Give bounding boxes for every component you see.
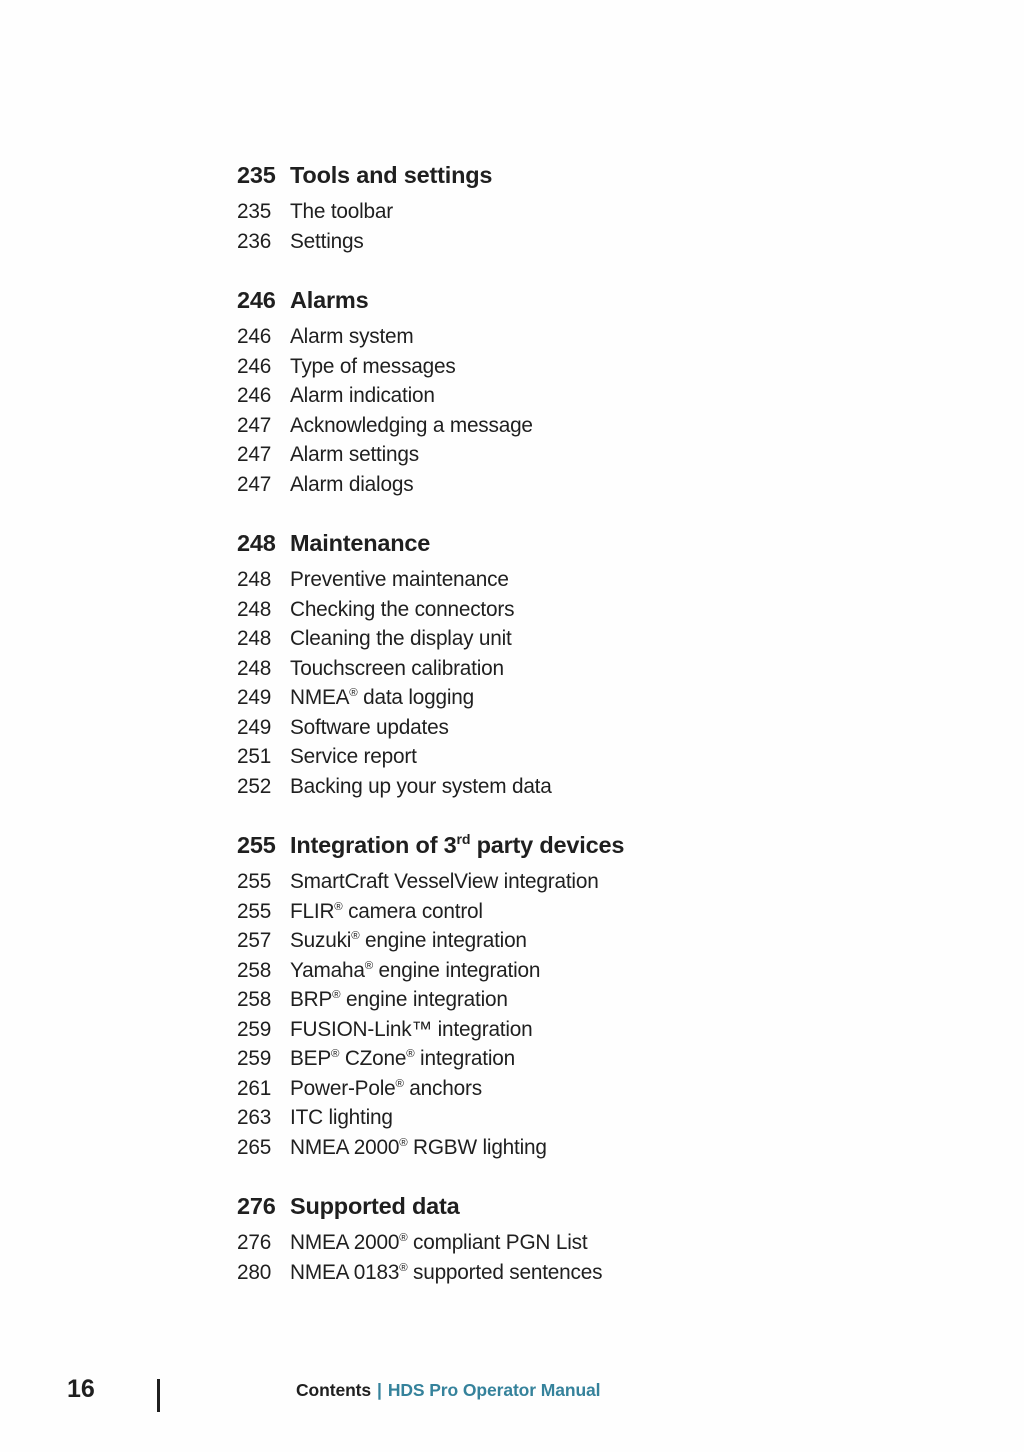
page-footer [296,1380,600,1401]
toc-entry [237,440,997,470]
toc-entry-title: Settings [290,229,364,253]
toc-entry-page: 255 [237,899,272,923]
toc-entry-title: Power-Pole® anchors [290,1076,482,1100]
toc-entry-page: 246 [237,325,272,348]
toc-entry-page: 236 [237,229,272,253]
toc-entry-title: BEP® CZone® integration [290,1047,515,1070]
toc-entry-page: 246 [237,384,272,407]
toc-section-page: 248 [237,530,276,556]
toc-entry [237,1074,997,1104]
toc-entry-page: 257 [237,929,272,952]
toc-entry [237,624,997,654]
toc-entry-title: Preventive maintenance [290,568,509,591]
footer-separator: | [377,1380,382,1400]
toc-section-title: Tools and settings [290,162,493,188]
toc-entry-page: 265 [237,1135,272,1159]
toc-entry-page: 247 [237,413,272,437]
toc-entry-title: Yamaha® engine integration [290,958,541,982]
toc-entry-page: 248 [237,656,272,680]
toc-entry-page: 255 [237,870,272,893]
toc-section-heading [237,528,997,558]
toc-entry-title: Alarm indication [290,384,435,407]
toc-entry [237,772,997,802]
toc-entry-page: 247 [237,472,272,496]
toc-section-title: Integration of 3rd party devices [290,831,625,858]
toc-entry [237,713,997,743]
toc-section-page: 255 [237,832,276,858]
toc-entry-title: Backing up your system data [290,774,552,798]
toc-entry-title: Cleaning the display unit [290,627,512,650]
toc-entry-page: 280 [237,1260,272,1284]
footer-divider [157,1379,160,1412]
toc-entry-title: ITC lighting [290,1106,393,1129]
toc-entry-title: SmartCraft VesselView integration [290,870,599,893]
toc-entry-title: NMEA 2000® RGBW lighting [290,1135,547,1159]
toc-entry-title: FUSION-Link™ integration [290,1017,533,1041]
toc-entry-title: FLIR® camera control [290,899,483,923]
toc-entry-page: 251 [237,745,272,768]
toc-entry-title: Software updates [290,715,449,739]
toc-section-heading [237,1191,997,1221]
toc-section-title: Alarms [290,287,369,313]
toc-entry-title: NMEA® data logging [290,686,475,709]
toc-entry-title: Type of messages [290,354,456,378]
toc-section-heading [237,285,997,315]
toc-entry-page: 261 [237,1076,272,1100]
toc-entry-title: NMEA 0183® supported sentences [290,1260,603,1284]
toc-section-integration [237,830,997,1162]
toc-section-page: 246 [237,287,276,313]
toc-entry [237,654,997,684]
toc-section-title: Maintenance [290,530,431,556]
toc-entry-page: 235 [237,200,272,223]
toc-entry-page: 248 [237,627,272,650]
toc-entry-page: 259 [237,1017,272,1041]
toc-entry [237,1044,997,1074]
toc-entry [237,595,997,625]
toc-entry-title: Alarm system [290,325,414,348]
toc-entry-title: Alarm settings [290,443,419,466]
toc-entry-title: The toolbar [290,200,394,223]
toc-entry [237,197,997,227]
toc-entry-page: 248 [237,597,272,621]
toc-entry-page: 258 [237,988,272,1011]
toc-entry [237,926,997,956]
toc-section-heading [237,160,997,190]
table-of-contents [237,160,997,1316]
toc-entry-title: Acknowledging a message [290,413,533,437]
footer-section-label: Contents [296,1380,372,1400]
toc-entry [237,227,997,257]
toc-entry [237,683,997,713]
toc-entry-title: Touchscreen calibration [290,656,504,680]
toc-entry [237,1133,997,1163]
toc-entry-title: Suzuki® engine integration [290,929,527,952]
toc-entry-page: 247 [237,443,272,466]
toc-section-alarms [237,285,997,499]
toc-entry [237,1258,997,1288]
toc-entry-page: 249 [237,686,272,709]
toc-entry [237,1015,997,1045]
toc-section-maintenance [237,528,997,801]
toc-entry [237,411,997,441]
toc-section-heading [237,830,997,860]
toc-section-title: Supported data [290,1193,460,1219]
toc-entry [237,1103,997,1133]
toc-section-page: 276 [237,1193,276,1219]
toc-section-supported-data [237,1191,997,1287]
toc-section-tools-and-settings [237,160,997,256]
toc-entry-page: 276 [237,1231,272,1254]
toc-entry [237,381,997,411]
toc-entry [237,742,997,772]
toc-entry [237,322,997,352]
toc-entry [237,1228,997,1258]
ordinal-superscript: rd [456,831,471,848]
toc-entry-page: 258 [237,958,272,982]
page-number: 16 [67,1375,95,1403]
toc-entry-page: 252 [237,774,272,798]
toc-entry-title: Checking the connectors [290,597,515,621]
toc-entry-title: Service report [290,745,417,768]
toc-section-page: 235 [237,162,276,188]
toc-entry [237,565,997,595]
toc-entry-title: NMEA 2000® compliant PGN List [290,1231,588,1254]
toc-entry [237,352,997,382]
footer-manual-title: HDS Pro Operator Manual [387,1380,601,1400]
toc-entry [237,897,997,927]
toc-entry [237,470,997,500]
toc-entry-page: 246 [237,354,272,378]
toc-entry-page: 248 [237,568,272,591]
toc-entry [237,985,997,1015]
toc-entry-title: BRP® engine integration [290,988,508,1011]
toc-entry-page: 249 [237,715,272,739]
toc-entry-page: 259 [237,1047,272,1070]
toc-entry [237,867,997,897]
toc-entry-title: Alarm dialogs [290,472,414,496]
toc-entry-page: 263 [237,1106,272,1129]
toc-entry [237,956,997,986]
